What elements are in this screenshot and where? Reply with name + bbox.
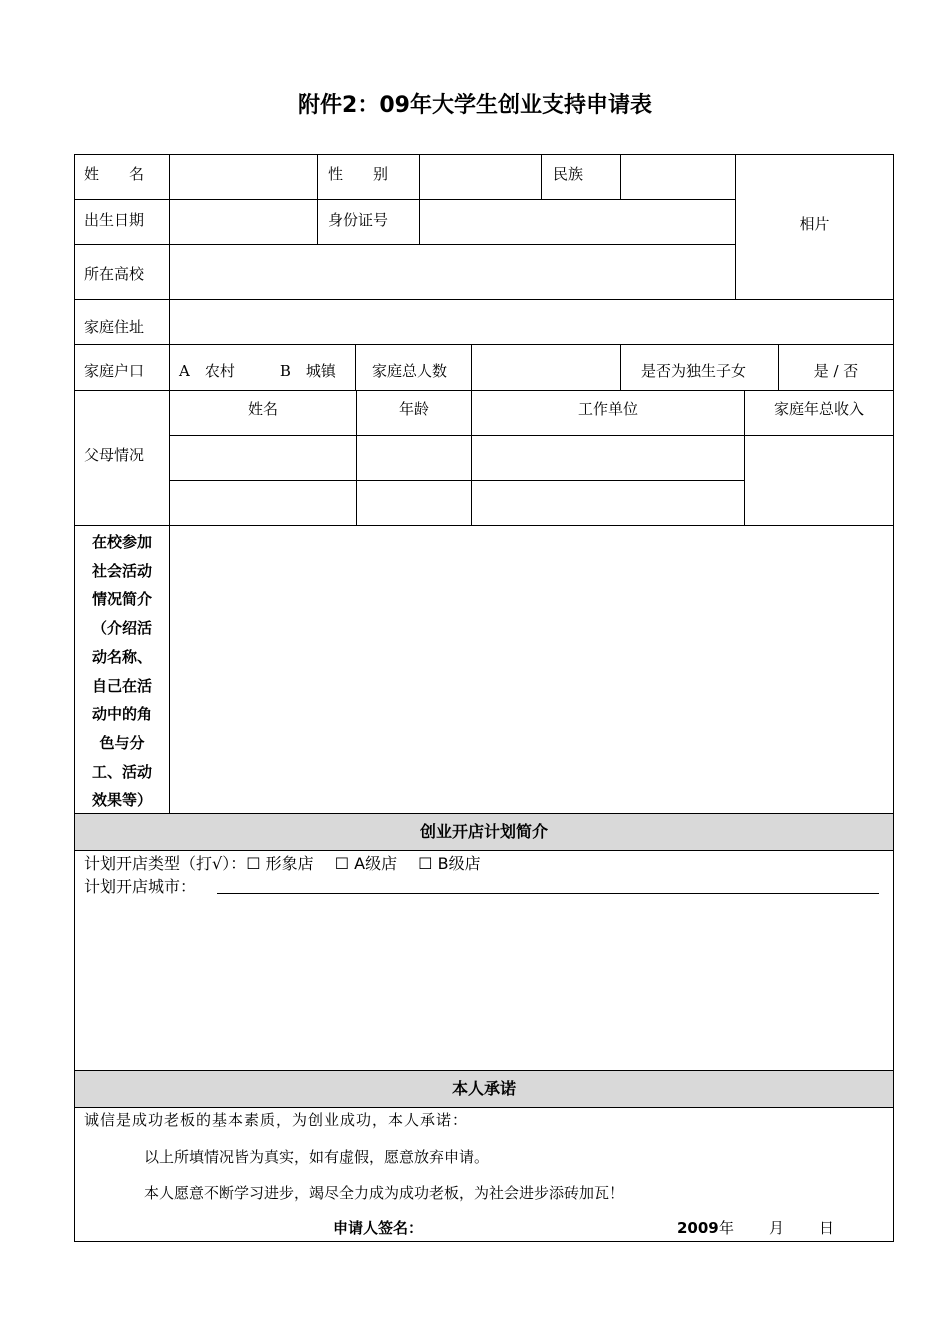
id-field[interactable] — [421, 201, 734, 243]
day-unit: 日 — [819, 1219, 835, 1237]
parents-col-work: 工作单位 — [577, 400, 638, 418]
id-label: 身份证号 — [328, 211, 389, 229]
address-field[interactable] — [171, 301, 892, 343]
school-field[interactable] — [171, 246, 734, 298]
plan-description-field[interactable] — [76, 898, 892, 1068]
plan-city-field[interactable] — [218, 876, 878, 893]
parent1-age-field[interactable] — [358, 437, 470, 479]
pledge-intro: 诚信是成功老板的基本素质，为创业成功，本人承诺： — [84, 1111, 469, 1129]
only-child-options[interactable]: 是 / 否 — [813, 362, 859, 380]
month-unit: 月 — [769, 1219, 785, 1237]
name-label: 姓 名 — [84, 165, 145, 183]
plan-city-underline — [217, 893, 879, 894]
pledge-line1: 以上所填情况皆为真实，如有虚假，愿意放弃申请。 — [144, 1148, 490, 1166]
photo-area[interactable] — [737, 156, 892, 298]
hukou-label: 家庭户口 — [84, 362, 145, 380]
activities-label: 在校参加 社会活动 情况简介 （介绍活 动名称、 自己在活 动中的角 色与分 工、活动 效果等） — [91, 533, 152, 810]
only-child-label: 是否为独生子女 — [641, 362, 747, 380]
income-field[interactable] — [746, 437, 892, 524]
birth-field[interactable] — [171, 201, 316, 243]
pledge-line2: 本人愿意不断学习进步，竭尽全力成为成功老板，为社会进步添砖加瓦！ — [144, 1184, 625, 1202]
year-unit: 年 — [719, 1219, 735, 1237]
parent2-age-field[interactable] — [358, 482, 470, 524]
plan-header: 创业开店计划简介 — [419, 822, 548, 841]
name-field[interactable] — [171, 156, 316, 198]
parent2-work-field[interactable] — [473, 482, 743, 524]
plan-city-label: 计划开店城市： — [84, 877, 197, 896]
pledge-header: 本人承诺 — [451, 1079, 516, 1098]
ethnicity-field[interactable] — [622, 156, 734, 198]
ethnicity-label: 民族 — [553, 165, 584, 183]
parents-label: 父母情况 — [84, 446, 145, 464]
school-label: 所在高校 — [84, 265, 145, 283]
address-label: 家庭住址 — [84, 318, 145, 336]
parent1-work-field[interactable] — [473, 437, 743, 479]
pledge-year: 2009 — [677, 1219, 719, 1237]
parents-col-income: 家庭年总收入 — [773, 400, 864, 418]
gender-field[interactable] — [421, 156, 540, 198]
form-title: 附件2：09年大学生创业支持申请表 — [298, 93, 652, 118]
family-count-label: 家庭总人数 — [372, 362, 448, 380]
signature-field[interactable] — [432, 1216, 652, 1238]
parent1-name-field[interactable] — [171, 437, 355, 479]
hukou-options[interactable]: A 农村 B 城镇 — [179, 362, 336, 380]
photo-label: 相片 — [799, 215, 830, 233]
plan-type-line[interactable]: 计划开店类型（打√）：☐ 形象店 ☐ A级店 ☐ B级店 — [84, 854, 481, 873]
parents-col-age: 年龄 — [398, 400, 429, 418]
signature-label: 申请人签名： — [333, 1219, 424, 1237]
parent2-name-field[interactable] — [171, 482, 355, 524]
parents-col-name: 姓名 — [247, 400, 278, 418]
activities-field[interactable] — [171, 527, 892, 812]
family-count-field[interactable] — [473, 346, 619, 389]
gender-label: 性 别 — [328, 165, 389, 183]
birth-label: 出生日期 — [84, 211, 145, 229]
